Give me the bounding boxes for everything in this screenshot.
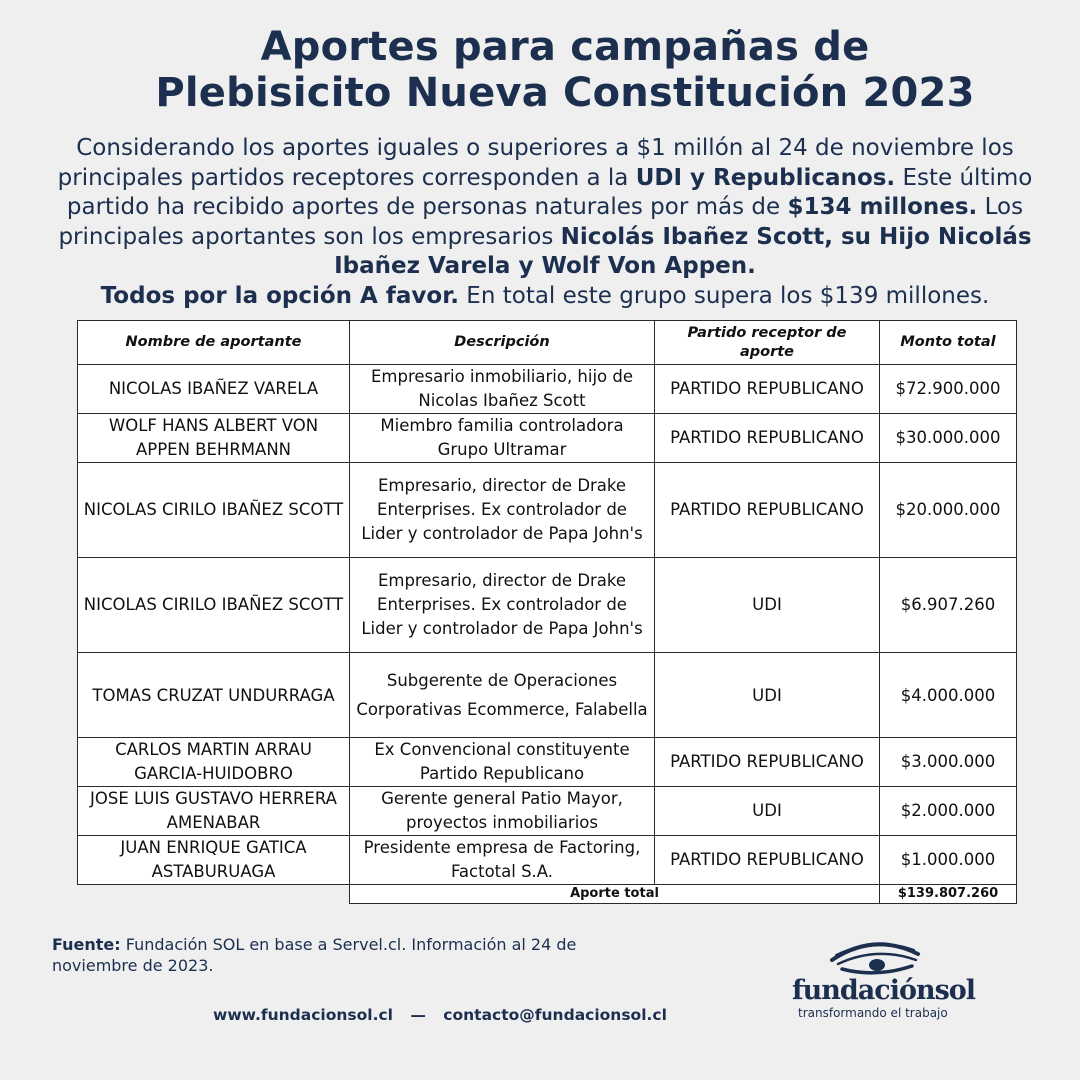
cell-name: CARLOS MARTIN ARRAU GARCIA-HUIDOBRO	[78, 738, 350, 787]
cell-party: PARTIDO REPUBLICANO	[655, 836, 880, 885]
cell-description: Gerente general Patio Mayor, proyectos inmobiliarios	[350, 787, 655, 836]
cell-party: UDI	[655, 787, 880, 836]
cell-description: Empresario inmobiliario, hijo de Nicolas Ibañez Scott	[350, 365, 655, 414]
intro-text-3: Los principales aportantes son los empresarios	[58, 194, 1024, 250]
website-link[interactable]: www.fundacionsol.cl	[213, 1006, 393, 1024]
cell-amount: $2.000.000	[880, 787, 1017, 836]
cell-amount: $6.907.260	[880, 558, 1017, 653]
cell-name: JUAN ENRIQUE GATICA ASTABURUAGA	[78, 836, 350, 885]
total-blank-cell	[78, 885, 350, 904]
header-name: Nombre de aportante	[78, 321, 350, 365]
cell-amount: $3.000.000	[880, 738, 1017, 787]
contact-separator: —	[410, 1006, 426, 1024]
header-party: Partido receptor de aporte	[655, 321, 880, 365]
source-text: Fundación SOL en base a Servel.cl. Información al 24 de noviembre de 2023.	[52, 935, 577, 975]
table-row	[78, 787, 1017, 836]
cell-description: Miembro familia controladora Grupo Ultramar	[350, 414, 655, 463]
table-row	[78, 653, 1017, 738]
contact-line	[213, 1005, 667, 1025]
cell-description: Subgerente de Operaciones Corporativas Ecommerce, Falabella	[350, 653, 655, 738]
table-row	[78, 836, 1017, 885]
page-title	[0, 24, 1080, 116]
intro-text-1: Considerando los aportes iguales o superiores a $1 millón al 24 de noviembre los principales partidos receptores corresponden a la	[57, 135, 1014, 191]
table-row	[78, 365, 1017, 414]
cell-description: Empresario, director de Drake Enterprises. Ex controlador de Lider y controlador de Papa John's	[350, 463, 655, 558]
source-note	[52, 934, 612, 976]
cell-name: JOSE LUIS GUSTAVO HERRERA AMENABAR	[78, 787, 350, 836]
cell-description: Presidente empresa de Factoring, Factotal S.A.	[350, 836, 655, 885]
cell-name: NICOLAS IBAÑEZ VARELA	[78, 365, 350, 414]
eye-icon	[792, 936, 992, 980]
cell-description: Empresario, director de Drake Enterprises. Ex controlador de Lider y controlador de Papa John's	[350, 558, 655, 653]
title-line-1: Aportes para campañas de	[260, 24, 870, 70]
cell-amount: $4.000.000	[880, 653, 1017, 738]
intro-bold-3: Nicolás Ibañez Scott, su Hijo Nicolás Ibañez Varela y Wolf Von Appen.	[334, 223, 1032, 279]
cell-party: PARTIDO REPUBLICANO	[655, 365, 880, 414]
intro-paragraph	[40, 134, 1050, 311]
cell-name: TOMAS CRUZAT UNDURRAGA	[78, 653, 350, 738]
logo-tagline: transformando el trabajo	[798, 1006, 948, 1020]
cell-name: NICOLAS CIRILO IBAÑEZ SCOTT	[78, 463, 350, 558]
intro-bold-1: UDI y Republicanos.	[635, 164, 896, 191]
cell-amount: $30.000.000	[880, 414, 1017, 463]
cell-name: WOLF HANS ALBERT VON APPEN BEHRMANN	[78, 414, 350, 463]
title-line-2: Plebisicito Nueva Constitución 2023	[155, 70, 975, 116]
cell-amount: $1.000.000	[880, 836, 1017, 885]
table-row	[78, 463, 1017, 558]
email-link[interactable]: contacto@fundacionsol.cl	[443, 1006, 667, 1024]
source-label: Fuente:	[52, 935, 121, 954]
total-label: Aporte total	[350, 885, 880, 904]
cell-party: UDI	[655, 653, 880, 738]
cell-amount: $72.900.000	[880, 365, 1017, 414]
total-row	[78, 885, 1017, 904]
cell-party: PARTIDO REPUBLICANO	[655, 463, 880, 558]
fundacion-sol-logo	[792, 936, 992, 1026]
intro-bold-4: Todos por la opción A favor.	[100, 282, 459, 309]
table-row	[78, 414, 1017, 463]
cell-party: PARTIDO REPUBLICANO	[655, 414, 880, 463]
logo-wordmark: fundaciónsol	[792, 975, 976, 1006]
table-row	[78, 558, 1017, 653]
cell-party: PARTIDO REPUBLICANO	[655, 738, 880, 787]
table-header-row	[78, 321, 1017, 365]
header-amount: Monto total	[880, 321, 1017, 365]
total-value: $139.807.260	[880, 885, 1017, 904]
intro-text-2: Este último partido ha recibido aportes de personas naturales por más de	[66, 164, 1033, 220]
intro-text-4: En total este grupo supera los $139 millones.	[459, 282, 990, 309]
intro-bold-2: $134 millones.	[787, 194, 978, 220]
header-description: Descripción	[350, 321, 655, 365]
cell-amount: $20.000.000	[880, 463, 1017, 558]
cell-name: NICOLAS CIRILO IBAÑEZ SCOTT	[78, 558, 350, 653]
cell-party: UDI	[655, 558, 880, 653]
table-row	[78, 738, 1017, 787]
cell-description: Ex Convencional constituyente Partido Republicano	[350, 738, 655, 787]
contributions-table	[77, 320, 1017, 904]
